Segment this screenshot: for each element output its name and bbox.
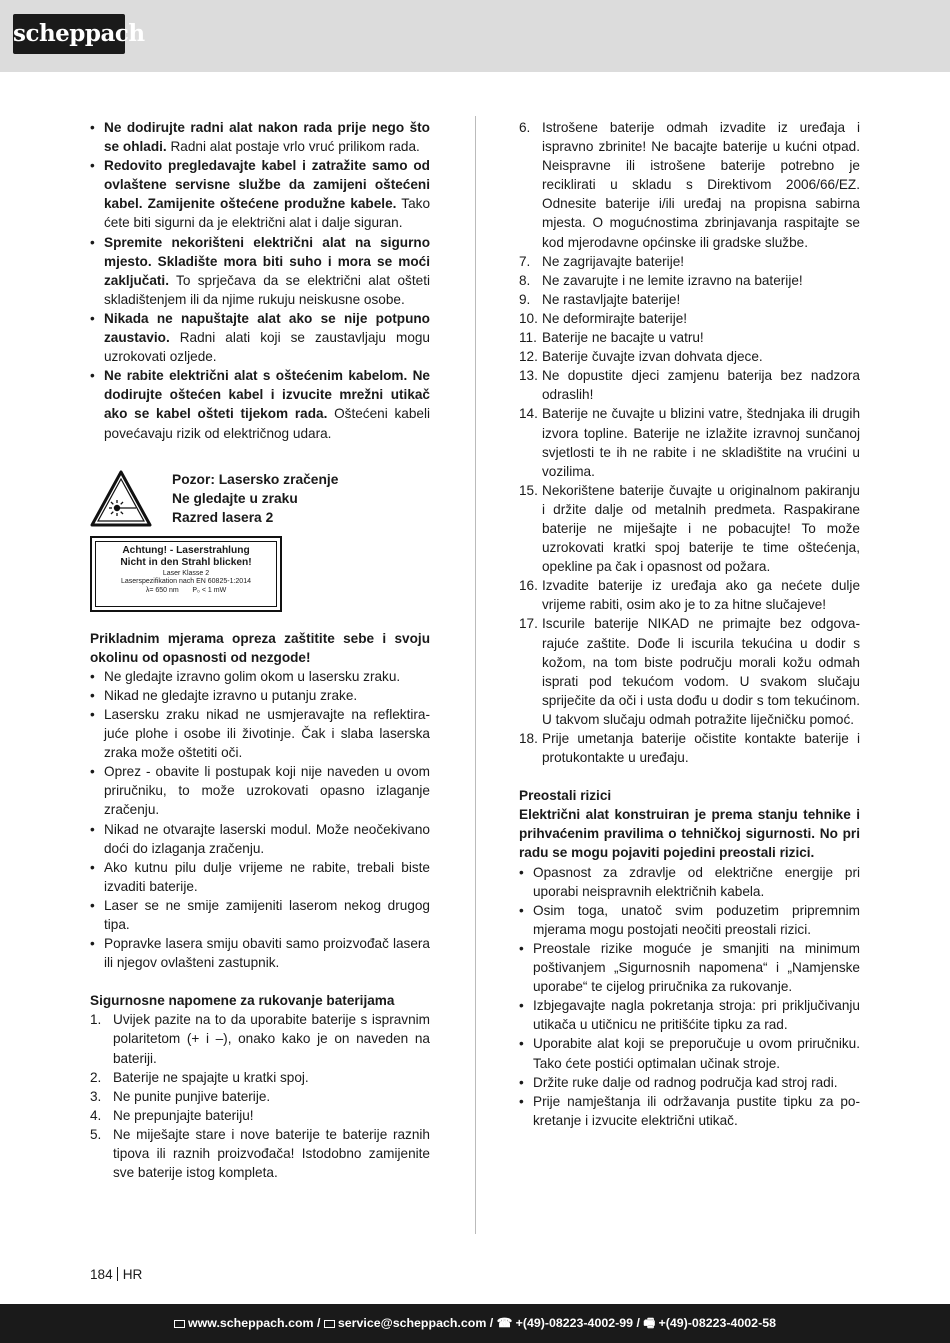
list-item: • Ako kutnu pilu dulje vrijeme ne rabite, trebali biste izvaditi baterije. [90, 858, 430, 896]
list-item: 7. Ne zagrijavajte baterije! [519, 253, 685, 269]
list-item: 15. Nekorištene baterije čuvajte u originalnom pakiranju i držite dalje od metalnih predmeta. Raspakirane baterije ne miješajte i ne pobacujte! To može uzrokovati kratki spoj baterije te time oštećenja, opekline pa čak i opasnost od požara. [519, 482, 860, 575]
list-item: 17. Iscurile baterije NIKAD ne primajte bez odgovarajuće zaštite. Dođe li iscurila tekućina u dodir s kožom, na tom biste području morali kožu odmah isprati pod tekućom vodom. U svakom slučaju spriječite da oči i usta dođu u dodir s tom tekućinom. U takvom slučaju odmah potražite liječničku pomoć. [519, 616, 860, 727]
list-item: • Ne dodirujte radni alat nakon rada prije nego što se ohladi. Radni alat postaje vrlo vruć prilikom rada. [90, 118, 430, 156]
column-divider [475, 116, 476, 1234]
list-item: • Prije namještanja ili održavanja pustite tipku za pokretanje i izvucite električni utikač. [519, 1092, 860, 1130]
list-item: • Nikad ne otvarajte laserski modul. Može neočekivano doći do izlaganja zračenju. [90, 820, 430, 858]
list-item: • Opasnost za zdravlje od električne energije pri uporabi neispravnih električnih kabela. [519, 863, 860, 901]
risks-heading: Preostali rizici [519, 788, 612, 804]
list-item: 13. Ne dopustite djeci zamjenu baterija bez nadzora odraslih! [519, 368, 860, 403]
list-item: 9. Ne rastavljajte baterije! [519, 291, 681, 307]
laser-warning-text: Pozor: Lasersko zračenje Ne gledajte u zraku Razred lasera 2 [172, 471, 339, 525]
scheppach-logo: scheppach [13, 14, 125, 54]
list-item: 12. Baterije čuvajte izvan dohvata djece. [519, 349, 763, 365]
list-item: 2. Baterije ne spajajte u kratki spoj. [90, 1069, 309, 1085]
laser-warning [90, 470, 430, 610]
battery-list-continued [519, 118, 860, 767]
list-item: 1. Uvijek pazite na to da uporabite baterije s ispravnim polaritetom (+ i –), onako kako je on naveden na bateriji. [90, 1012, 430, 1066]
list-item: • Redovito pregledavajte kabel i zatražite samo od ovlaštene servisne službe da zamijeni oštećeni kabel. Zamijenite oštećene produžne kabele. Tako ćete biti sigurni da je električni alat i dalje siguran. [90, 156, 430, 232]
left-column [90, 118, 430, 1182]
list-item: 11. Baterije ne bacajte u vatru! [519, 330, 704, 346]
email-icon [324, 1320, 335, 1328]
list-item: 4. Ne prepunjajte bateriju! [90, 1107, 254, 1123]
list-item: • Ne rabite električni alat s oštećenim kabelom. Ne dodirujte oštećen kabel i izvucite mrežni utikač ako se kabel ošteti tijekom rada. Oštećeni kabeli povećavaju rizik od električnog udara. [90, 366, 430, 442]
list-item: • Držite ruke dalje od radnog područja kad stroj radi. [519, 1073, 860, 1092]
list-item: • Popravke lasera smiju obaviti samo proizvođač lasera ili njegov ovlašteni zastupnik. [90, 934, 430, 972]
page-header [0, 0, 950, 72]
safety-list [90, 118, 430, 443]
phone-number: +(49)-08223-4002-99 / [515, 1316, 640, 1330]
battery-heading: Sigurnosne napomene za rukovanje baterijama [90, 993, 395, 1009]
email-link[interactable]: service@scheppach.com / [337, 1316, 494, 1330]
contact-footer [0, 1304, 950, 1343]
list-item: 8. Ne zavarujte i ne lemite izravno na baterije! [519, 272, 803, 288]
list-item: • Osim toga, unatoč svim poduzetim pripremnim mjerama mogu postojati neočiti preostali rizici. [519, 901, 860, 939]
phone-icon: ☎ [496, 1316, 513, 1330]
list-item: • Spremite nekorišteni električni alat na sigurno mjesto. Skladište mora biti suho i mora se moći zaključati. To sprječava da se električni alat ošteti skladištenjem ili da njime rukuju neiskusne osobe. [90, 233, 430, 309]
list-item: • Lasersku zraku nikad ne usmjeravajte na reflektirajuće plohe i osobe ili životinje. Čak i slaba laserska zraka može oštetiti oči. [90, 705, 430, 762]
list-item: • Nikad ne gledajte izravno u putanju zrake. [90, 686, 430, 705]
list-item: 6. Istrošene baterije odmah izvadite iz uređaja i ispravno zbrinite! Ne bacajte baterije u kućni otpad. Neispravne ili istrošene baterije potrebno je reciklirati u skladu s Direktivom 2006/66/EZ. Odnesite baterije i/ili uređaj na propisna sabirna mjesta. O mogućnostima zbrinjavanja raspitajte se kod mjerodavne općinske ili gradske službe. [519, 120, 860, 250]
fax-icon: 🖷 [643, 1316, 656, 1330]
protection-list [90, 667, 430, 973]
list-item: • Nikada ne napuštajte alat ako se nije potpuno zaustavio. Radni alati koji se zaustavljaju mogu uzrokovati ozljede. [90, 309, 430, 366]
laser-warning-icon [90, 470, 152, 528]
battery-list [90, 1010, 430, 1182]
list-item: • Izbjegavajte nagla pokretanja stroja: pri priključivanju utikača u utičnicu ne pritišćite tipku za rad. [519, 996, 860, 1034]
list-item: 3. Ne punite punjive baterije. [90, 1088, 271, 1104]
list-item: • Ne gledajte izravno golim okom u lasersku zraku. [90, 667, 430, 686]
list-item: 18. Prije umetanja baterije očistite kontakte baterije i protukontakte u uređaju. [519, 731, 860, 766]
risks-list [519, 863, 860, 1130]
list-item: • Preostale rizike moguće je smanjiti na minimum poštivanjem „Sigurnosnih napomena“ i „Namjenske uporabe“ te cijelog priručnika za rukovanje. [519, 939, 860, 996]
website-link[interactable]: www.scheppach.com / [188, 1316, 321, 1330]
right-column [519, 118, 860, 1130]
list-item: • Oprez - obavite li postupak koji nije naveden u ovom priručniku, to može uzrokovati opasno izlaganje zračenju. [90, 762, 430, 819]
list-item: • Uporabite alat koji se preporučuje u ovom priručniku. Tako ćete postići optimalan učinak stroje. [519, 1034, 860, 1072]
computer-icon [174, 1320, 185, 1328]
protection-heading: Prikladnim mjerama opreza zaštitite sebe i svoju okolinu od opasnosti od nezgode! [90, 630, 430, 665]
laser-label: Achtung! - Laserstrahlung Nicht in den Strahl blicken! Laser Klasse 2 Laserspezifikation nach EN 60825-1:2014 λ= 650 nm P₀ < 1 mW [90, 536, 282, 612]
list-item: 10. Ne deformirajte baterije! [519, 310, 688, 326]
list-item: 5. Ne miješajte stare i nove baterije te baterije raznih tipova ili raznih proizvođača! Istodobno zamijenite sve baterije istog kompleta. [90, 1126, 430, 1181]
fax-number: +(49)-08223-4002-58 [658, 1316, 776, 1330]
risks-intro: Električni alat konstruiran je prema stanju tehnike i prihvaćenim pravilima o tehničkoj sigurnosti. No pri radu se mogu pojaviti pojedini preostali rizici. [519, 807, 860, 861]
list-item: 14. Baterije ne čuvajte u blizini vatre, štednjaka ili drugih izvora topline. Baterije ne izlažite izravnoj sunčanoj svjetlosti te ih ne rabite i ne skladištite na vrućini u vozilima. [519, 406, 860, 479]
list-item: • Laser se ne smije zamijeniti laserom nekog drugog tipa. [90, 896, 430, 934]
list-item: 16. Izvadite baterije iz uređaja ako ga nećete dulje vrijeme rabiti, osim ako je to za hitne slučajeve! [519, 578, 860, 613]
page-number: 184 HR [90, 1267, 143, 1282]
